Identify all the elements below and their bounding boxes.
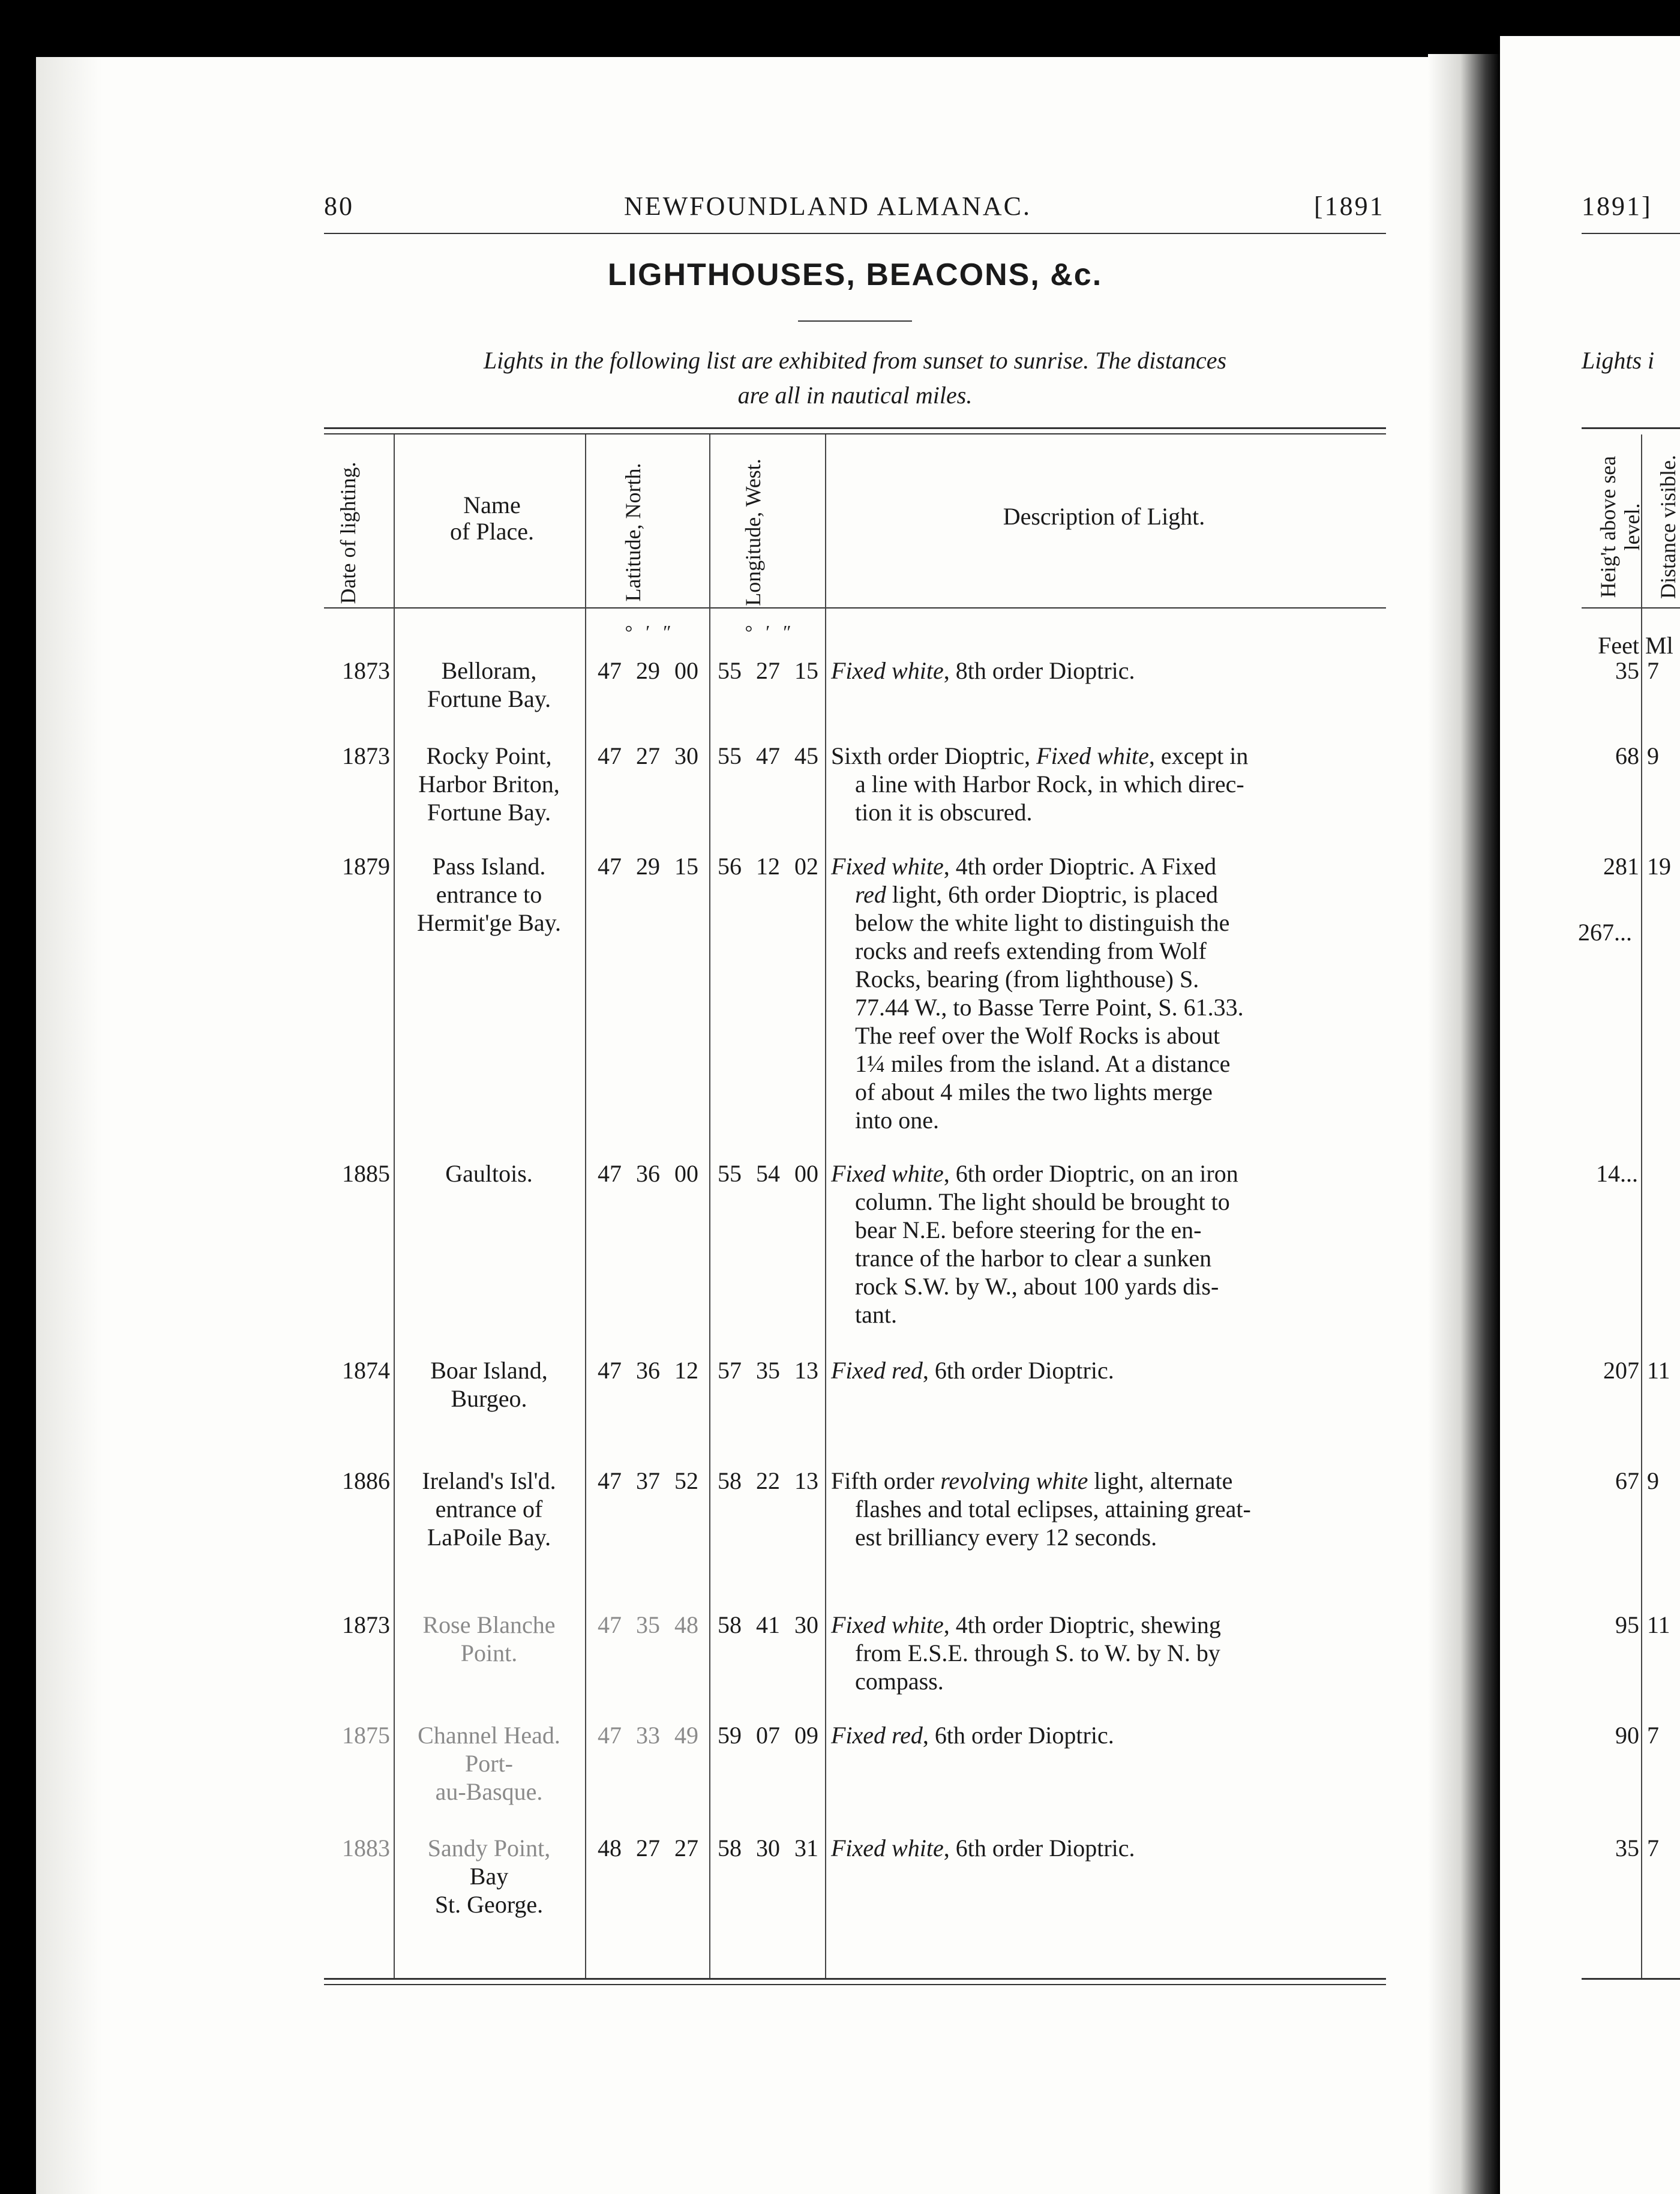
row-place: [390, 1356, 588, 1413]
intro-line-1: Lights in the following list are exhibited from sunset to sunrise. The distances: [483, 347, 1227, 374]
row-longitude: 59 07 09: [718, 1722, 818, 1749]
description-line: of about 4 miles the two lights merge: [855, 1078, 1213, 1105]
right-distance-value: 7: [1647, 657, 1659, 684]
row-year: 1873: [342, 657, 390, 684]
right-height-value: 90: [1615, 1722, 1639, 1749]
row-latitude: 47 37 52: [598, 1467, 698, 1494]
place-line: Fortune Bay.: [427, 799, 551, 826]
row-longitude: 58 30 31: [718, 1835, 818, 1862]
table-bottom-rule: [324, 1978, 1386, 1980]
right-height-value: 68: [1615, 742, 1639, 769]
description-line: tant.: [855, 1301, 897, 1328]
row-description: [831, 1611, 1395, 1695]
right-height-value: 281: [1603, 853, 1639, 880]
header-rule: [324, 233, 1386, 234]
intro-line-2: are all in nautical miles.: [737, 382, 973, 409]
row-description: [831, 742, 1395, 826]
column-header-name: [402, 492, 582, 545]
longitude-units: ° ′ ″: [745, 621, 791, 643]
right-column-header-height: Heig't above sea level.: [1596, 455, 1644, 598]
place-line: Port-: [465, 1750, 513, 1777]
description-line: Fixed red, 6th order Dioptric.: [831, 1357, 1114, 1384]
right-distance-value: 19: [1647, 853, 1671, 880]
right-unit-miles: Ml: [1645, 632, 1673, 659]
column-divider-lon: [825, 434, 826, 1978]
description-line: 77.44 W., to Basse Terre Point, S. 61.33.: [855, 994, 1244, 1021]
row-place: [390, 1611, 588, 1667]
row-place: [390, 657, 588, 713]
row-year: 1885: [342, 1160, 390, 1187]
row-longitude: 58 22 13: [718, 1467, 818, 1494]
column-header-longitude: Longitude, West.: [741, 458, 765, 606]
right-distance-value: 9: [1647, 742, 1659, 769]
row-year: 1873: [342, 742, 390, 769]
row-year: 1874: [342, 1357, 390, 1384]
row-place: [390, 1721, 588, 1806]
book-gutter: [1428, 54, 1500, 2194]
description-line: Fixed white, 6th order Dioptric.: [831, 1835, 1135, 1862]
right-table-top-rule: [1582, 427, 1680, 429]
place-line: Rocky Point,: [426, 742, 552, 769]
row-latitude: 47 35 48: [598, 1611, 698, 1638]
row-latitude: 47 29 15: [598, 853, 698, 880]
description-line: Fifth order revolving white light, alternate: [831, 1467, 1233, 1494]
row-year: 1883: [342, 1835, 390, 1862]
description-line: Fixed white, 4th order Dioptric. A Fixed: [831, 853, 1217, 880]
row-description: [831, 1356, 1395, 1384]
table-top-rule: [324, 427, 1386, 429]
description-line: trance of the harbor to clear a sunken: [855, 1245, 1212, 1272]
row-year: 1873: [342, 1611, 390, 1638]
place-line: au-Basque.: [435, 1778, 543, 1805]
row-longitude: 57 35 13: [718, 1357, 818, 1384]
description-line: The reef over the Wolf Rocks is about: [855, 1022, 1220, 1049]
page-title: LIGHTHOUSES, BEACONS, &c.: [607, 257, 1103, 292]
table-header-rule: [324, 607, 1386, 609]
table-bottom-rule-inner: [324, 1984, 1386, 1985]
description-line: Sixth order Dioptric, Fixed white, except in: [831, 742, 1249, 769]
right-distance-value: 9: [1647, 1467, 1659, 1494]
place-line: Ireland's Isl'd.: [422, 1467, 556, 1494]
right-height-value: 14...: [1596, 1160, 1638, 1187]
row-year: 1879: [342, 853, 390, 880]
description-line: into one.: [855, 1107, 939, 1134]
row-place: [390, 742, 588, 826]
description-line: red light, 6th order Dioptric, is placed: [855, 881, 1219, 908]
description-line: Fixed red, 6th order Dioptric.: [831, 1722, 1114, 1749]
description-line: a line with Harbor Rock, in which direc-: [855, 771, 1244, 798]
right-distance-value: 7: [1647, 1835, 1659, 1862]
running-title: NEWFOUNDLAND ALMANAC.: [624, 191, 1031, 221]
column-header-latitude: Latitude, North.: [621, 463, 645, 602]
row-year: 1875: [342, 1722, 390, 1749]
row-description: [831, 852, 1395, 1134]
right-height-value: 67: [1615, 1467, 1639, 1494]
place-line: LaPoile Bay.: [427, 1524, 551, 1551]
row-place: [390, 1467, 588, 1551]
description-line: below the white light to distinguish the: [855, 909, 1230, 936]
description-line: rock S.W. by W., about 100 yards dis-: [855, 1273, 1219, 1300]
place-line: Sandy Point,: [427, 1835, 551, 1862]
page-edge-shadow: [36, 57, 102, 2194]
description-line: tion it is obscured.: [855, 799, 1033, 826]
description-line: Fixed white, 6th order Dioptric, on an iron: [831, 1160, 1238, 1187]
row-description: [831, 1159, 1395, 1329]
place-line: Harbor Briton,: [418, 771, 560, 798]
row-latitude: 48 27 27: [598, 1835, 698, 1862]
row-latitude: 47 36 00: [598, 1160, 698, 1187]
row-description: [831, 1467, 1395, 1551]
column-header-description: Description of Light.: [1003, 503, 1205, 530]
place-line: Hermit'ge Bay.: [416, 909, 562, 936]
right-distance-value: 11: [1647, 1357, 1670, 1384]
description-line: bear N.E. before steering for the en-: [855, 1216, 1202, 1243]
page-number: 80: [324, 191, 354, 221]
row-longitude: 55 27 15: [718, 657, 818, 684]
column-header-name-line-2: of Place.: [450, 518, 534, 545]
right-height-value: 35: [1615, 657, 1639, 684]
place-line: Boar Island,: [430, 1357, 548, 1384]
column-header-name-line-1: Name: [463, 491, 521, 518]
place-line: Burgeo.: [451, 1385, 527, 1412]
description-line: column. The light should be brought to: [855, 1188, 1230, 1215]
description-line: Rocks, bearing (from lighthouse) S.: [855, 966, 1199, 993]
row-description: [831, 1721, 1395, 1749]
title-rule: [798, 320, 912, 322]
place-line: St. George.: [434, 1891, 544, 1918]
row-latitude: 47 29 00: [598, 657, 698, 684]
column-header-date: Date of lighting.: [336, 461, 360, 604]
place-line: Gaultois.: [445, 1160, 533, 1187]
right-height-value: 95: [1615, 1611, 1639, 1638]
place-line: entrance to: [436, 881, 542, 908]
header-year: [1891: [1314, 191, 1385, 221]
row-latitude: 47 27 30: [598, 742, 698, 769]
column-divider-lat: [709, 434, 710, 1978]
right-table-bottom-rule: [1582, 1978, 1680, 1980]
description-line: compass.: [855, 1668, 944, 1695]
right-intro-fragment: Lights i: [1582, 347, 1655, 374]
place-line: Belloram,: [441, 657, 537, 684]
description-line: 1¼ miles from the island. At a distance: [855, 1050, 1231, 1077]
place-line: Channel Head.: [418, 1722, 560, 1749]
row-year: 1886: [342, 1467, 390, 1494]
place-line: Fortune Bay.: [427, 685, 551, 712]
table-top-rule-inner: [324, 433, 1386, 434]
intro-text: [324, 343, 1386, 413]
right-height-value: 267...: [1578, 919, 1632, 946]
row-latitude: 47 36 12: [598, 1357, 698, 1384]
place-line: Point.: [460, 1639, 518, 1667]
row-place: [390, 852, 588, 937]
description-line: Fixed white, 8th order Dioptric.: [831, 657, 1135, 684]
right-distance-value: 11: [1647, 1611, 1670, 1638]
row-longitude: 58 41 30: [718, 1611, 818, 1638]
right-unit-feet: Feet: [1598, 632, 1639, 659]
place-line: Bay: [469, 1863, 509, 1890]
place-line: entrance of: [435, 1495, 543, 1522]
description-line: Fixed white, 4th order Dioptric, shewing: [831, 1611, 1221, 1638]
place-line: Rose Blanche: [422, 1611, 556, 1638]
description-line: flashes and total eclipses, attaining great-: [855, 1495, 1251, 1522]
row-longitude: 55 47 45: [718, 742, 818, 769]
place-line: Pass Island.: [432, 853, 546, 880]
row-latitude: 47 33 49: [598, 1722, 698, 1749]
row-description: [831, 1834, 1395, 1862]
row-place: [390, 1834, 588, 1919]
right-page-year: 1891]: [1582, 191, 1652, 221]
row-longitude: 56 12 02: [718, 853, 818, 880]
right-height-value: 35: [1615, 1835, 1639, 1862]
row-description: [831, 657, 1395, 685]
latitude-units: ° ′ ″: [625, 621, 671, 643]
right-column-header-distance: Distance visible.: [1656, 455, 1680, 599]
row-place: [390, 1159, 588, 1188]
description-line: from E.S.E. through S. to W. by N. by: [855, 1639, 1220, 1667]
right-distance-value: 7: [1647, 1722, 1659, 1749]
right-header-rule: [1582, 233, 1680, 234]
description-line: est brilliancy every 12 seconds.: [855, 1524, 1157, 1551]
description-line: rocks and reefs extending from Wolf: [855, 937, 1207, 964]
right-height-value: 207: [1603, 1357, 1639, 1384]
right-column-divider: [1641, 434, 1642, 1978]
row-longitude: 55 54 00: [718, 1160, 818, 1187]
